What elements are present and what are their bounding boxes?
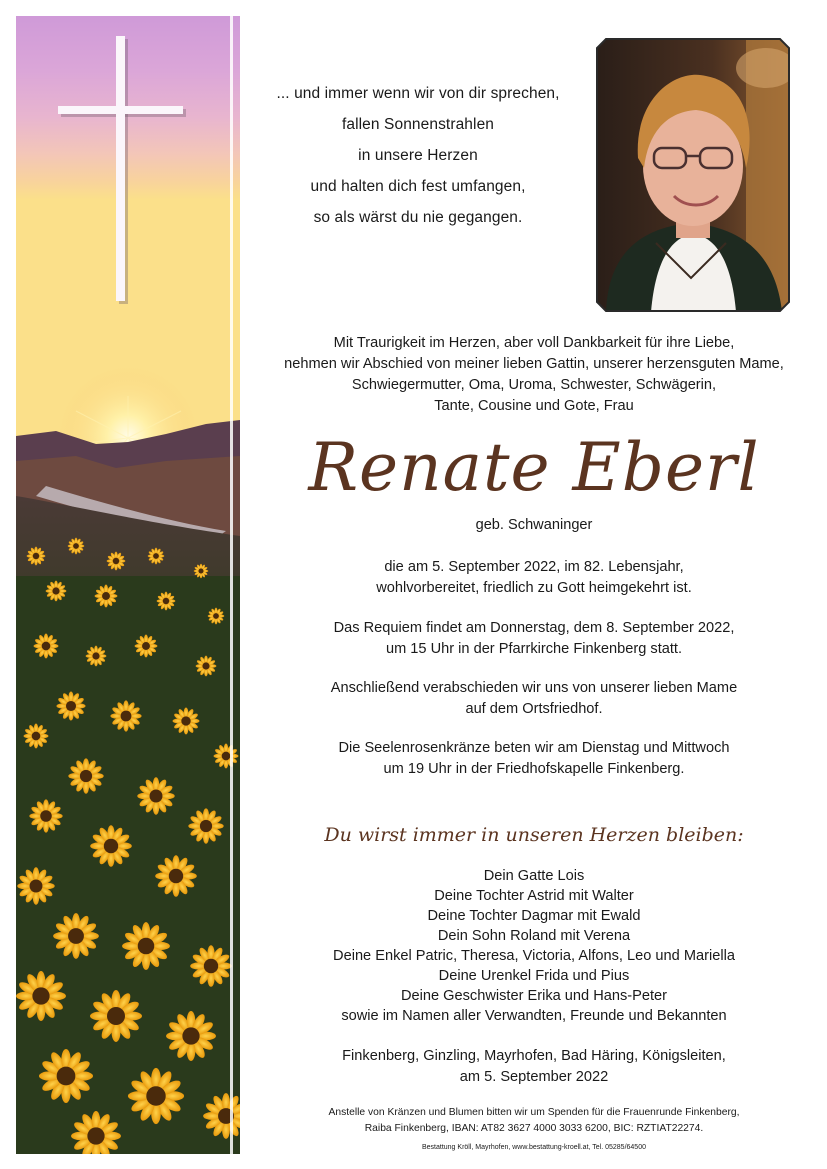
intro-text xyxy=(244,333,824,417)
family-daughter xyxy=(244,886,824,906)
family-label: mit xyxy=(556,928,584,944)
death-notice xyxy=(244,557,824,599)
family-member: Walter xyxy=(592,888,634,904)
family-member: Dagmar xyxy=(521,908,574,924)
intro-line: Schwiegermutter, Oma, Uroma, Schwester, Schwägerin, xyxy=(351,377,717,393)
intro-line: Tante, Cousine und Gote, Frau xyxy=(434,398,634,414)
poem-line: fallen Sonnenstrahlen xyxy=(341,116,495,133)
requiem-line xyxy=(244,639,824,660)
birth-name: geb. Schwaninger xyxy=(475,517,593,533)
requiem-time: 15 Uhr xyxy=(410,641,455,657)
death-line: wohlvorbereitet, friedlich zu Gott heimgekehrt ist. xyxy=(376,580,692,596)
poem-line: und halten dich fest umfangen, xyxy=(310,178,526,195)
poem-line: so als wärst du nie gegangen. xyxy=(313,209,523,226)
family-son xyxy=(244,926,824,946)
burial-notice xyxy=(244,678,824,720)
donation-note xyxy=(244,1105,824,1137)
deceased-name: Renate Eberl xyxy=(308,429,760,506)
date-line: am 5. September 2022 xyxy=(459,1069,609,1085)
requiem-text: Das Requiem findet am xyxy=(333,620,491,636)
family-member: Astrid xyxy=(527,888,565,904)
requiem-text: , xyxy=(730,620,735,636)
poem-line: ... und immer wenn wir von dir sprechen, xyxy=(276,85,560,102)
intro-line: nehmen wir Abschied von meiner lieben Gattin, unserer herzensguten Mame, xyxy=(284,356,784,372)
family-label: Deine Enkel xyxy=(333,948,416,964)
family-member: Roland xyxy=(510,928,557,944)
requiem-line xyxy=(244,618,824,639)
family-member: Victoria xyxy=(522,948,572,964)
family-label: mit xyxy=(564,888,593,904)
sunset-flower-image xyxy=(16,16,240,1154)
family-label: mit xyxy=(573,908,601,924)
family-member: Pius xyxy=(600,968,630,984)
rosary-line: um 19 Uhr in der Friedhofskapelle Finkenberg. xyxy=(383,761,685,777)
rosary-line: Die Seelenrosenkränze beten wir am Dienstag und Mittwoch xyxy=(338,740,730,756)
requiem-day: Donnerstag xyxy=(490,620,566,636)
family-grandchildren: Deine Enkel Patric, Theresa, Victoria, Alfons, Leo und Mariella xyxy=(333,948,735,964)
family-label: Deine Urenkel xyxy=(438,968,536,984)
family-member: Lois xyxy=(557,868,585,884)
family-label: und xyxy=(568,968,601,984)
sunset-flower-panel xyxy=(16,16,240,1154)
family-relatives: sowie im Namen aller Verwandten, Freunde und Bekannten xyxy=(341,1008,727,1024)
family-label: Deine Tochter xyxy=(434,888,528,904)
family-member: Ewald xyxy=(600,908,641,924)
family-great-grandchildren xyxy=(244,966,824,986)
rosary-notice xyxy=(244,738,824,780)
intro-line: Mit Traurigkeit im Herzen, aber voll Dankbarkeit für ihre Liebe, xyxy=(333,335,735,351)
poem xyxy=(240,78,596,233)
requiem-text: in der Pfarrkirche Finkenberg statt. xyxy=(454,641,683,657)
requiem-text: , dem xyxy=(565,620,607,636)
requiem-notice xyxy=(244,618,824,660)
family-member: Theresa xyxy=(460,948,515,964)
burial-line: auf dem Ortsfriedhof. xyxy=(465,701,603,717)
family-siblings xyxy=(244,986,824,1006)
family-daughter xyxy=(244,906,824,926)
family-member: Erika xyxy=(527,988,561,1004)
family-member: Alfons xyxy=(578,948,619,964)
requiem-text: um xyxy=(385,641,411,657)
place-line: Finkenberg, Ginzling, Mayrhofen, Bad Häring, Königsleiten, xyxy=(342,1048,726,1064)
motto: Du wirst immer in unseren Herzen bleiben: xyxy=(324,824,744,846)
family-husband xyxy=(244,866,824,886)
family-label: Deine Tochter xyxy=(427,908,522,924)
family-label: und xyxy=(651,948,684,964)
requiem-date: 8. September 2022 xyxy=(606,620,731,636)
portrait-photo xyxy=(596,38,790,312)
family-member: Hans-Peter xyxy=(593,988,668,1004)
death-line: die am 5. September 2022, im 82. Lebensjahr, xyxy=(384,559,684,575)
donation-line: Raiba Finkenberg, IBAN: AT82 3627 4000 3033 6200, BIC: RZTIAT22274. xyxy=(364,1123,704,1134)
donation-line: Anstelle von Kränzen und Blumen bitten wir um Spenden für die Frauenrunde Finkenberg, xyxy=(328,1107,740,1118)
family-list xyxy=(244,866,824,1026)
burial-line: Anschließend verabschieden wir uns von unserer lieben Mame xyxy=(330,680,738,696)
place-date xyxy=(244,1046,824,1088)
family-member: Patric xyxy=(415,948,454,964)
family-member: Verena xyxy=(583,928,631,944)
family-label: Dein Gatte xyxy=(483,868,558,884)
family-label: Dein Sohn xyxy=(437,928,511,944)
family-member: Frida xyxy=(535,968,569,984)
family-member: Leo xyxy=(627,948,652,964)
poem-line: in unsere Herzen xyxy=(358,147,478,164)
family-label: Deine Geschwister xyxy=(400,988,528,1004)
family-label: und xyxy=(560,988,594,1004)
funeral-home-footer: Bestattung Kröll, Mayrhofen, www.bestattung-kroell.at, Tel. 05285/64500 xyxy=(421,1144,646,1151)
family-member: Mariella xyxy=(683,948,735,964)
